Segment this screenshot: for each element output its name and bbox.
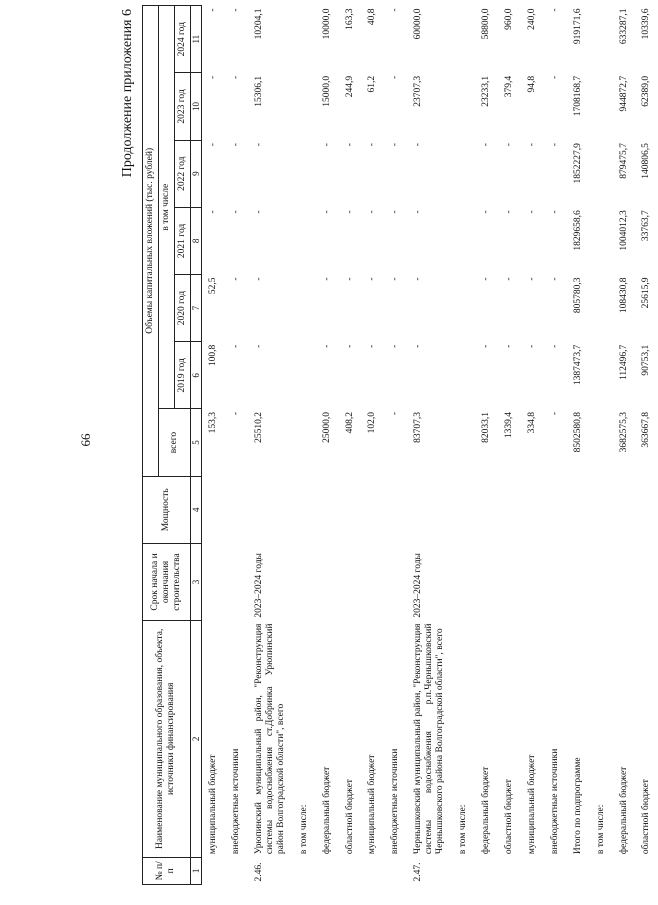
row-2019: -: [549, 344, 560, 348]
row-2023: -: [208, 75, 219, 80]
row-2023: 15306,1: [253, 75, 264, 107]
row-2023: 62389,0: [641, 75, 652, 107]
row-2021: -: [344, 210, 355, 214]
row-2019: 112496,7: [618, 344, 629, 380]
row-number: [521, 857, 544, 884]
row-2024: 163,3: [344, 8, 355, 30]
row-2020: -: [367, 277, 378, 281]
row-2023: 1708168,7: [572, 75, 583, 117]
row-number: [590, 857, 613, 884]
row-2023: 94,8: [526, 75, 537, 93]
row-period: [567, 543, 590, 620]
row-name: внебюджетные источники: [390, 748, 401, 855]
row-2023: [452, 73, 475, 140]
row-capacity: [361, 476, 384, 543]
row-name: федеральный бюджет: [481, 766, 492, 855]
row-period: [544, 543, 567, 620]
row-2022: 140806,5: [641, 143, 652, 179]
row-2020: 805780,3: [572, 277, 583, 314]
row-number: [339, 857, 362, 884]
row-2024: -: [208, 8, 219, 12]
index-cell: 10: [190, 73, 201, 140]
row-total: 82033,1: [481, 411, 492, 443]
row-capacity: [613, 476, 636, 543]
row-period: 2023–2024 годы: [413, 553, 424, 618]
row-capacity: [407, 476, 452, 543]
row-2022: [452, 140, 475, 207]
row-period: [316, 543, 339, 620]
header-total: всего: [158, 409, 190, 476]
row-total: 25510,2: [253, 411, 264, 443]
row-period: [613, 543, 636, 620]
row-2022: -: [367, 143, 378, 147]
header-period: Срок начала и окончания строительства: [143, 543, 191, 620]
row-name: Урюпинский муниципальный район, "Реконструкция системы водоснабжения ст.Добринка Урюпинский район Волгоградской области", всего: [253, 623, 286, 855]
row-2021: -: [321, 210, 332, 214]
header-year: 2021 год: [174, 207, 190, 274]
rotated-page: [120, 5, 652, 885]
row-2023: -: [549, 75, 560, 80]
row-name: федеральный бюджет: [618, 766, 629, 855]
row-period: [225, 543, 248, 620]
row-total: -: [231, 411, 242, 416]
row-total: [590, 409, 613, 476]
row-2023: 23707,3: [413, 75, 424, 107]
row-2021: [452, 207, 475, 274]
row-2021: -: [503, 210, 514, 214]
table-row: [339, 6, 362, 885]
header-year: 2019 год: [174, 342, 190, 409]
header-name: Наименование муниципального образования, объекта, источники финансирования: [143, 621, 191, 858]
row-total: -: [549, 411, 560, 416]
table-body: [202, 6, 658, 885]
row-total: -: [390, 411, 401, 416]
row-capacity: [475, 476, 498, 543]
header-year: 2020 год: [174, 275, 190, 342]
row-2022: -: [253, 143, 264, 147]
row-2024: 240,0: [526, 8, 537, 30]
row-2024: -: [549, 8, 560, 12]
row-2023: 244,9: [344, 75, 355, 98]
row-2021: -: [413, 210, 424, 214]
row-total: 25000,0: [321, 411, 332, 443]
row-name: муниципальный бюджет: [367, 754, 378, 855]
row-period: [384, 543, 407, 620]
header-year: 2023 год: [174, 73, 190, 140]
row-name: в том числе:: [458, 804, 469, 855]
row-2022: 879475,7: [618, 143, 629, 179]
row-2021: 1004012,3: [618, 210, 629, 251]
row-name: в том числе:: [595, 804, 606, 855]
row-2024: 10204,1: [253, 8, 264, 40]
table-row: [202, 6, 225, 885]
row-period: [498, 543, 521, 620]
page-number: 66: [78, 433, 93, 447]
header-year: 2022 год: [174, 140, 190, 207]
row-2019: 1387473,7: [572, 344, 583, 386]
table-row: [407, 6, 452, 885]
row-2023: [293, 73, 316, 140]
row-total: 83707,3: [413, 411, 424, 443]
row-2021: -: [231, 210, 242, 214]
row-total: [293, 409, 316, 476]
row-number: [316, 857, 339, 884]
table-row: [225, 6, 248, 885]
row-name: внебюджетные источники: [549, 748, 560, 855]
row-total: 408,2: [344, 411, 355, 434]
row-number: [361, 857, 384, 884]
row-number: [202, 857, 225, 884]
row-period: 2023–2024 годы: [253, 553, 264, 618]
row-2024: -: [390, 8, 401, 12]
row-period: [521, 543, 544, 620]
row-2021: 33763,7: [641, 210, 652, 242]
row-2022: -: [390, 143, 401, 147]
row-total: 3682575,3: [618, 411, 629, 453]
row-2024: [452, 6, 475, 73]
table-row: [475, 6, 498, 885]
row-2022: -: [321, 143, 332, 147]
row-2020: -: [344, 277, 355, 281]
row-2019: [452, 342, 475, 409]
index-cell: 8: [190, 207, 201, 274]
row-2020: -: [526, 277, 537, 281]
row-2023: -: [231, 75, 242, 80]
row-name: Итого по подпрограмме: [572, 757, 583, 855]
row-2021: -: [526, 210, 537, 214]
row-2019: [293, 342, 316, 409]
row-2020: -: [549, 277, 560, 281]
row-total: 153,3: [208, 411, 219, 434]
row-number: [613, 857, 636, 884]
row-2019: -: [344, 344, 355, 348]
row-2019: -: [503, 344, 514, 348]
row-2024: -: [231, 8, 242, 12]
row-capacity: [498, 476, 521, 543]
row-2024: 960,0: [503, 8, 514, 30]
row-2021: -: [481, 210, 492, 214]
row-2020: -: [481, 277, 492, 281]
row-name: областной бюджет: [344, 779, 355, 855]
index-cell: 6: [190, 342, 201, 409]
row-2021: 1829658,6: [572, 210, 583, 251]
table-row: [293, 6, 316, 885]
row-2019: -: [367, 344, 378, 348]
row-2019: -: [231, 344, 242, 348]
row-2020: [452, 275, 475, 342]
row-capacity: [384, 476, 407, 543]
table-row: [521, 6, 544, 885]
row-number: [475, 857, 498, 884]
row-2023: 379,4: [503, 75, 514, 98]
row-number: [567, 857, 590, 884]
row-period: [452, 543, 475, 620]
row-2020: 108430,8: [618, 277, 629, 314]
row-total: 102,0: [367, 411, 378, 434]
table-row: [613, 6, 636, 885]
row-2021: -: [390, 210, 401, 214]
row-2022: -: [208, 143, 219, 147]
header-volumes: Объемы капитальных вложений (тыс. рублей): [143, 6, 159, 477]
row-period: [635, 543, 658, 620]
row-2022: -: [481, 143, 492, 147]
row-2019: -: [481, 344, 492, 348]
row-number: [544, 857, 567, 884]
row-capacity: [635, 476, 658, 543]
row-2021: -: [549, 210, 560, 214]
row-2021: [293, 207, 316, 274]
row-2020: -: [253, 277, 264, 281]
table-row: [635, 6, 658, 885]
row-2020: -: [231, 277, 242, 281]
row-2021: -: [208, 210, 219, 214]
row-2024: 60000,0: [413, 8, 424, 40]
row-period: [339, 543, 362, 620]
row-capacity: [248, 476, 293, 543]
index-cell: 3: [190, 543, 201, 620]
row-2022: -: [549, 143, 560, 147]
row-name: муниципальный бюджет: [526, 754, 537, 855]
row-number: [452, 857, 475, 884]
row-2019: 90753,1: [641, 344, 652, 376]
row-2022: -: [413, 143, 424, 147]
table-row: [452, 6, 475, 885]
row-number: 2.47.: [413, 862, 424, 882]
row-2024: [293, 6, 316, 73]
row-name: муниципальный бюджет: [208, 754, 219, 855]
row-2024: [590, 6, 613, 73]
row-number: [293, 857, 316, 884]
row-2021: -: [367, 210, 378, 214]
row-2020: -: [503, 277, 514, 281]
row-2023: 23233,1: [481, 75, 492, 107]
row-2023: -: [390, 75, 401, 80]
row-number: [384, 857, 407, 884]
row-capacity: [544, 476, 567, 543]
row-2022: [590, 140, 613, 207]
row-period: [293, 543, 316, 620]
row-number: [635, 857, 658, 884]
row-2020: -: [321, 277, 332, 281]
table-row: [316, 6, 339, 885]
row-2019: 100,8: [208, 344, 219, 367]
table-row: [498, 6, 521, 885]
row-2023: [590, 73, 613, 140]
index-cell: 7: [190, 275, 201, 342]
row-2023: 15000,0: [321, 75, 332, 107]
row-total: 1339,4: [503, 411, 514, 439]
row-2020: 52,5: [208, 277, 219, 295]
row-2022: -: [503, 143, 514, 147]
row-total: 363667,8: [641, 411, 652, 448]
row-2022: [293, 140, 316, 207]
row-total: 334,8: [526, 411, 537, 434]
row-2020: 25615,9: [641, 277, 652, 309]
header-num: № п/п: [143, 857, 191, 884]
row-period: [590, 543, 613, 620]
row-2019: -: [390, 344, 401, 348]
row-capacity: [202, 476, 225, 543]
row-number: [498, 857, 521, 884]
row-2024: 919171,6: [572, 8, 583, 45]
row-capacity: [339, 476, 362, 543]
table-row: [248, 6, 293, 885]
capital-investment-table: [142, 5, 658, 885]
row-2022: -: [231, 143, 242, 147]
row-number: [225, 857, 248, 884]
row-2019: -: [526, 344, 537, 348]
row-capacity: [225, 476, 248, 543]
row-period: [475, 543, 498, 620]
row-2019: -: [321, 344, 332, 348]
row-2019: -: [253, 344, 264, 348]
index-cell: 9: [190, 140, 201, 207]
index-cell: 1: [190, 857, 201, 884]
table-row: [590, 6, 613, 885]
row-total: 8502580,8: [572, 411, 583, 453]
row-2024: 58800,0: [481, 8, 492, 40]
row-name: Чернышковский муниципальный район, "Реконструкция системы водоснабжения р.п.Чернышковский Чернышковского района Волгоградской области", всего: [413, 623, 446, 855]
row-number: 2.46.: [253, 862, 264, 882]
row-2023: 944872,7: [618, 75, 629, 112]
row-capacity: [316, 476, 339, 543]
row-capacity: [567, 476, 590, 543]
header-year: 2024 год: [174, 6, 190, 73]
row-2020: [590, 275, 613, 342]
continuation-title: Продолжение приложения 6: [120, 9, 135, 178]
row-capacity: [452, 476, 475, 543]
row-name: федеральный бюджет: [321, 766, 332, 855]
header-capacity: Мощность: [143, 476, 191, 543]
row-2022: -: [526, 143, 537, 147]
table-row: [567, 6, 590, 885]
row-name: областной бюджет: [503, 779, 514, 855]
row-name: внебюджетные источники: [231, 748, 242, 855]
row-capacity: [293, 476, 316, 543]
index-cell: 11: [190, 6, 201, 73]
row-2019: -: [413, 344, 424, 348]
row-2020: -: [413, 277, 424, 281]
row-2019: [590, 342, 613, 409]
row-2022: -: [344, 143, 355, 147]
row-2020: -: [390, 277, 401, 281]
table-row: [544, 6, 567, 885]
row-capacity: [521, 476, 544, 543]
row-2021: [590, 207, 613, 274]
row-period: [202, 543, 225, 620]
row-total: [452, 409, 475, 476]
row-capacity: [590, 476, 613, 543]
row-2020: [293, 275, 316, 342]
row-2024: 40,8: [367, 8, 378, 26]
row-2024: 633287,1: [618, 8, 629, 45]
table-row: [384, 6, 407, 885]
row-period: [361, 543, 384, 620]
row-2024: 10000,0: [321, 8, 332, 40]
row-2021: -: [253, 210, 264, 214]
table-row: [361, 6, 384, 885]
row-2024: 10339,6: [641, 8, 652, 40]
row-2023: 61,2: [367, 75, 378, 93]
header-incl: в том числе: [158, 6, 174, 409]
row-name: в том числе:: [298, 804, 309, 855]
index-cell: 5: [190, 409, 201, 476]
row-2022: 1852227,9: [572, 143, 583, 184]
index-cell: 4: [190, 476, 201, 543]
index-cell: 2: [190, 621, 201, 858]
row-name: областной бюджет: [641, 779, 652, 855]
